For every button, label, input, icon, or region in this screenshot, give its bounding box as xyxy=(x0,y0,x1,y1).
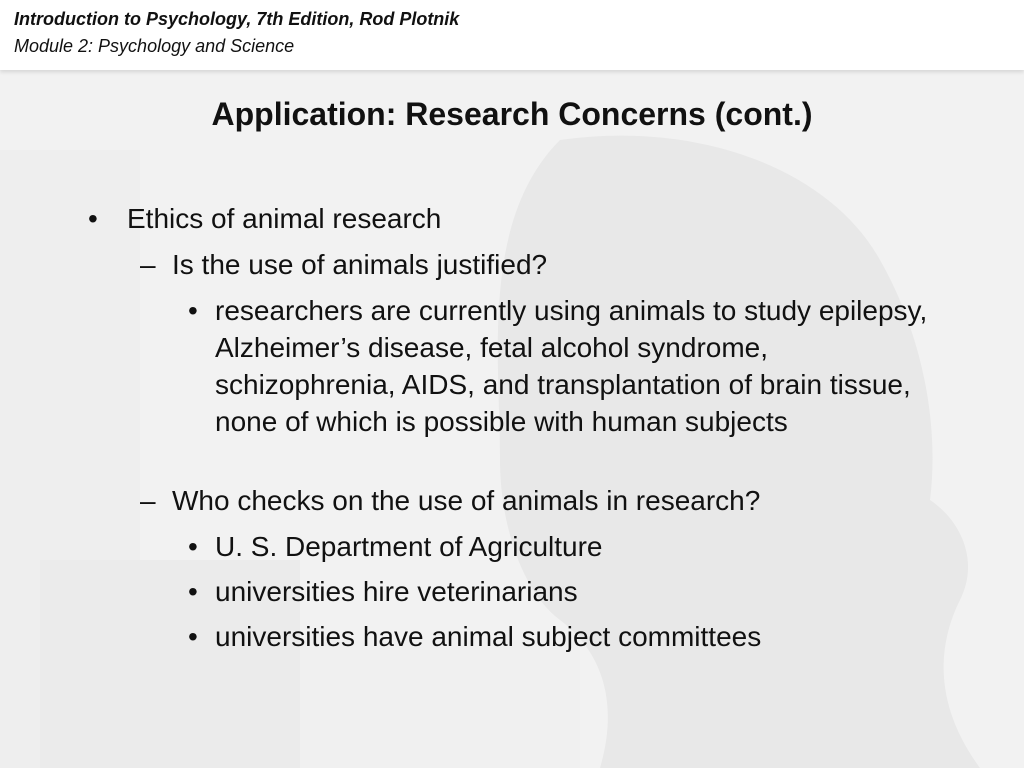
dash-marker: – xyxy=(140,485,156,516)
bullet-marker: • xyxy=(88,203,98,234)
bullet-marker: • xyxy=(188,531,198,562)
detail-usda: U. S. Department of Agriculture xyxy=(215,531,603,562)
detail-research-uses: researchers are currently using animals to study epilepsy, Alzheimer’s disease, fetal alcohol syndrome, schizophrenia, AIDS, and transplantation of brain tissue, none of which is possible with human subjects xyxy=(215,295,928,437)
detail-committees: universities have animal subject committees xyxy=(215,621,762,652)
bullet-marker: • xyxy=(188,576,198,607)
slide-title: Application: Research Concerns (cont.) xyxy=(211,96,813,132)
module-title: Module 2: Psychology and Science xyxy=(14,36,295,56)
subbullet-who-checks: Who checks on the use of animals in research? xyxy=(172,485,761,516)
bullet-ethics: Ethics of animal research xyxy=(127,203,442,234)
detail-veterinarians: universities hire veterinarians xyxy=(215,576,578,607)
bullet-marker: • xyxy=(188,621,198,652)
book-title: Introduction to Psychology, 7th Edition, Rod Plotnik xyxy=(14,9,460,29)
subbullet-justified: Is the use of animals justified? xyxy=(172,249,548,280)
dash-marker: – xyxy=(140,249,156,280)
bullet-marker: • xyxy=(188,295,198,326)
